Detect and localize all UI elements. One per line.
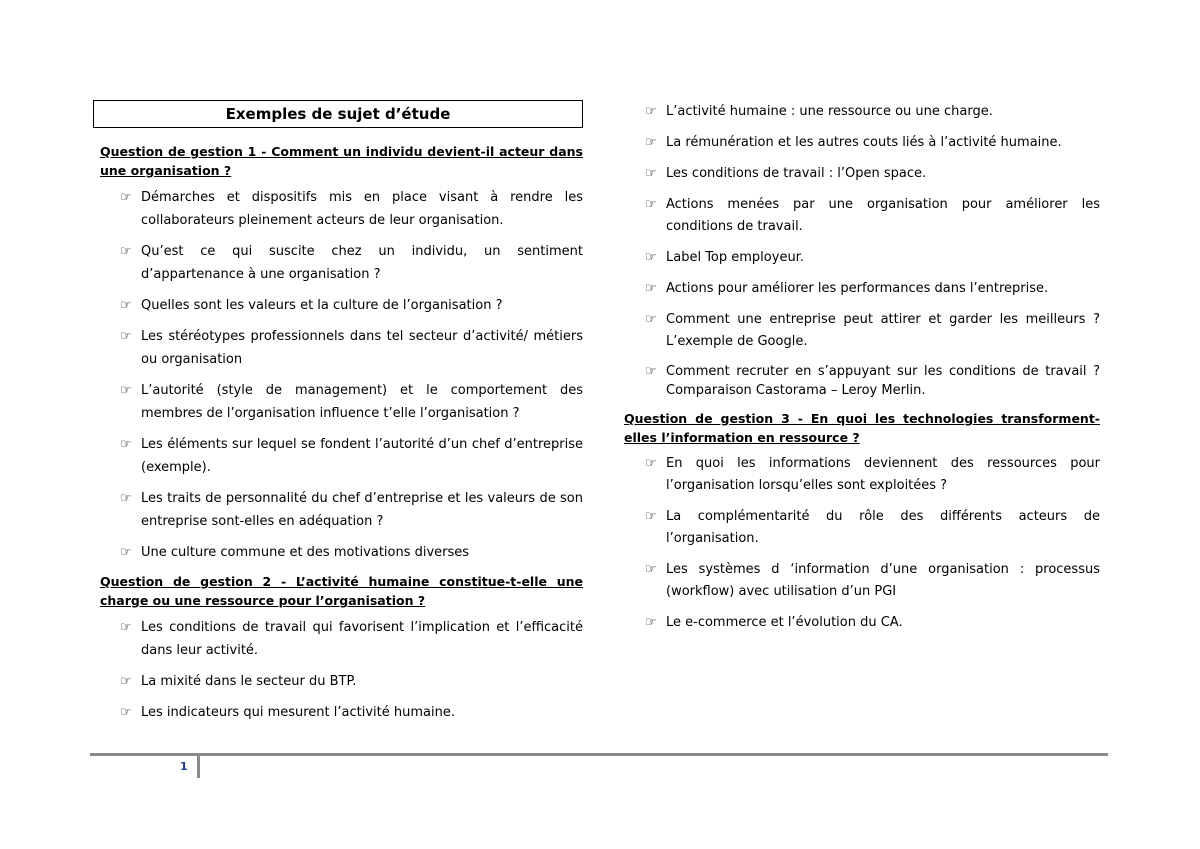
- hand-pointer-bullet-icon: ☞: [120, 190, 132, 205]
- footer-divider: [90, 753, 1108, 756]
- question-3-list: [624, 453, 1100, 634]
- list-item: ☞ Quelles sont les valeurs et la culture de l’organisation ?: [93, 294, 583, 317]
- list-item: ☞ Comment une entreprise peut attirer et garder les meilleurs ? L’exemple de Google.: [624, 309, 1100, 353]
- list-item: ☞ La rémunération et les autres couts liés à l’activité humaine.: [624, 132, 1100, 154]
- list-item: ☞ En quoi les informations deviennent des ressources pour l’organisation lorsqu’elles sont exploitées ?: [624, 453, 1100, 497]
- page-title: Exemples de sujet d’étude: [93, 100, 583, 128]
- page-number-separator: [197, 756, 200, 778]
- hand-pointer-bullet-icon: ☞: [120, 329, 132, 344]
- question-heading-3: Question de gestion 3 - En quoi les technologies transforment-elles l’information en ressource ?: [624, 411, 1100, 445]
- hand-pointer-bullet-icon: ☞: [645, 250, 657, 265]
- list-item: ☞ Qu’est ce qui suscite chez un individu, un sentiment d’appartenance à une organisation ?: [93, 240, 583, 286]
- question-2-list: [93, 616, 583, 724]
- hand-pointer-bullet-icon: ☞: [120, 383, 132, 398]
- hand-pointer-bullet-icon: ☞: [645, 364, 657, 379]
- left-column: [93, 100, 583, 732]
- list-item: ☞ Actions pour améliorer les performances dans l’entreprise.: [624, 278, 1100, 300]
- list-item: ☞ L’activité humaine : une ressource ou une charge.: [624, 101, 1100, 123]
- hand-pointer-bullet-icon: ☞: [120, 674, 132, 689]
- list-item: ☞ Les traits de personnalité du chef d’entreprise et les valeurs de son entreprise sont-elles en adéquation ?: [93, 487, 583, 533]
- list-item: ☞ L’autorité (style de management) et le comportement des membres de l’organisation influence t’elle l’organisation ?: [93, 379, 583, 425]
- hand-pointer-bullet-icon: ☞: [645, 197, 657, 212]
- list-item: ☞ Comment recruter en s’appuyant sur les conditions de travail ? Comparaison Castorama – Leroy Merlin.: [645, 364, 1100, 398]
- right-column: [624, 101, 1100, 643]
- list-item: ☞ Les éléments sur lequel se fondent l’autorité d’un chef d’entreprise (exemple).: [93, 433, 583, 479]
- hand-pointer-bullet-icon: ☞: [645, 312, 657, 327]
- hand-pointer-bullet-icon: ☞: [120, 705, 132, 720]
- hand-pointer-bullet-icon: ☞: [120, 620, 132, 635]
- list-item: ☞ La complémentarité du rôle des différents acteurs de l’organisation.: [624, 506, 1100, 550]
- hand-pointer-bullet-icon: ☞: [645, 135, 657, 150]
- list-item: ☞ Les conditions de travail qui favorisent l’implication et l’efficacité dans leur activité.: [93, 616, 583, 662]
- hand-pointer-bullet-icon: ☞: [645, 281, 657, 296]
- list-item: ☞ Les conditions de travail : l’Open space.: [624, 163, 1100, 185]
- hand-pointer-bullet-icon: ☞: [645, 104, 657, 119]
- question-2-list-continued: [624, 101, 1100, 400]
- hand-pointer-bullet-icon: ☞: [645, 562, 657, 577]
- hand-pointer-bullet-icon: ☞: [120, 298, 132, 313]
- page-number: 1: [180, 760, 188, 773]
- list-item: ☞ Actions menées par une organisation pour améliorer les conditions de travail.: [624, 194, 1100, 238]
- question-heading-1: Question de gestion 1 - Comment un individu devient-il acteur dans une organisation ?: [100, 144, 583, 178]
- hand-pointer-bullet-icon: ☞: [120, 437, 132, 452]
- list-item: ☞ Les systèmes d ‘information d’une organisation : processus (workflow) avec utilisation d’un PGI: [624, 559, 1100, 603]
- hand-pointer-bullet-icon: ☞: [645, 509, 657, 524]
- list-item: ☞ Les stéréotypes professionnels dans tel secteur d’activité/ métiers ou organisation: [93, 325, 583, 371]
- hand-pointer-bullet-icon: ☞: [645, 615, 657, 630]
- list-item: ☞ Les indicateurs qui mesurent l’activité humaine.: [93, 701, 583, 724]
- list-item: ☞ Le e-commerce et l’évolution du CA.: [624, 612, 1100, 634]
- list-item: ☞ Une culture commune et des motivations diverses: [93, 541, 583, 564]
- hand-pointer-bullet-icon: ☞: [120, 545, 132, 560]
- list-item: ☞ La mixité dans le secteur du BTP.: [93, 670, 583, 693]
- list-item: ☞ Démarches et dispositifs mis en place visant à rendre les collaborateurs pleinement acteurs de leur organisation.: [93, 186, 583, 232]
- hand-pointer-bullet-icon: ☞: [645, 166, 657, 181]
- question-1-list: [93, 186, 583, 564]
- hand-pointer-bullet-icon: ☞: [645, 456, 657, 471]
- hand-pointer-bullet-icon: ☞: [120, 491, 132, 506]
- hand-pointer-bullet-icon: ☞: [120, 244, 132, 259]
- question-heading-2: Question de gestion 2 - L’activité humaine constitue-t-elle une charge ou une ressource pour l’organisation ?: [100, 574, 583, 608]
- list-item: ☞ Label Top employeur.: [624, 247, 1100, 269]
